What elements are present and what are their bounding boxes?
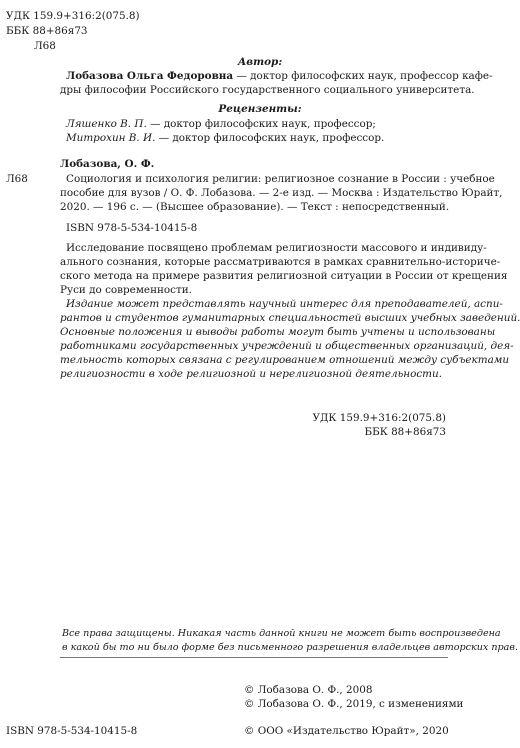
- annotation-p2-line-1: Издание может представлять научный интерес для преподавателей, аспи-: [66, 298, 503, 310]
- footer-bbk: ББК 88+86я73: [364, 426, 446, 438]
- author-credentials: — доктор философских наук, профессор кафе-: [233, 70, 493, 82]
- annotation-p2-line-2: рантов и студентов гуманитарных специальностей высших учебных заведений.: [60, 312, 520, 324]
- reviewer-2: [66, 132, 384, 145]
- reviewer-2-credentials: — доктор философских наук, профессор.: [155, 132, 385, 144]
- reviewer-1-name: Ляшенко В. П.: [66, 118, 147, 130]
- annotation-p1-line-3: ского метода на примере развития религиозной ситуации в России от крещения: [60, 270, 508, 282]
- annotation-p2-line-5: тельность которых связана с регулированием отношений между субъектами: [60, 354, 510, 366]
- annotation-p1-line-1: Исследование посвящено проблемам религиозности массового и индивиду-: [66, 242, 487, 254]
- bib-line-1: Социология и психология религии: религиозное сознание в России : учебное: [66, 173, 495, 185]
- author-line-1: [66, 70, 493, 83]
- author-line-2: дры философии Российского государственного социального университета.: [60, 84, 475, 96]
- copyright-3: © ООО «Издательство Юрайт», 2020: [244, 725, 449, 737]
- bib-author: Лобазова, О. Ф.: [60, 158, 155, 170]
- bbk-code: ББК 88+86я73: [6, 25, 88, 37]
- rights-line-1: Все права защищены. Никакая часть данной книги не может быть воспроизведена: [62, 628, 501, 639]
- annotation-p1-line-2: ального сознания, которые рассматриваются в рамках сравнительно-историче-: [60, 256, 501, 268]
- reviewer-1-credentials: — доктор философских наук, профессор;: [146, 118, 376, 130]
- copyright-2: © Лобазова О. Ф., 2019, с изменениями: [244, 698, 464, 710]
- author-heading: Автор:: [237, 56, 283, 68]
- annotation-p2-line-4: работниками государственных учреждений и общественных организаций, дея-: [60, 340, 514, 352]
- rights-line-2: в какой бы то ни было форме без письменного разрешения владельцев авторских прав.: [62, 642, 519, 653]
- footer-isbn: ISBN 978-5-534-10415-8: [6, 725, 138, 737]
- annotation-p2-line-3: Основные положения и выводы работы могут быть учтены и использованы: [60, 326, 496, 338]
- footer-udk: УДК 159.9+316:2(075.8): [312, 412, 446, 424]
- author-code: Л68: [34, 40, 56, 52]
- annotation-p1-line-4: Руси до современности.: [60, 284, 192, 296]
- copyright-1: © Лобазова О. Ф., 2008: [244, 684, 373, 696]
- bib-isbn: ISBN 978-5-534-10415-8: [66, 222, 198, 234]
- reviewers-heading: Рецензенты:: [218, 103, 302, 115]
- reviewer-2-name: Митрохин В. И.: [66, 132, 156, 144]
- rights-divider: [60, 657, 448, 658]
- author-name: Лобазова Ольга Федоровна: [66, 70, 234, 82]
- bib-line-3: 2020. — 196 с. — (Высшее образование). — Текст : непосредственный.: [60, 201, 450, 213]
- reviewer-1: [66, 118, 376, 131]
- bib-line-2: пособие для вузов / О. Ф. Лобазова. — 2-е изд. — Москва : Издательство Юрайт,: [60, 187, 503, 199]
- annotation-p2-line-6: религиозности в ходе религиозной и нерелигиозной деятельности.: [60, 368, 443, 380]
- udk-code: УДК 159.9+316:2(075.8): [6, 10, 140, 22]
- bib-code: Л68: [6, 173, 28, 185]
